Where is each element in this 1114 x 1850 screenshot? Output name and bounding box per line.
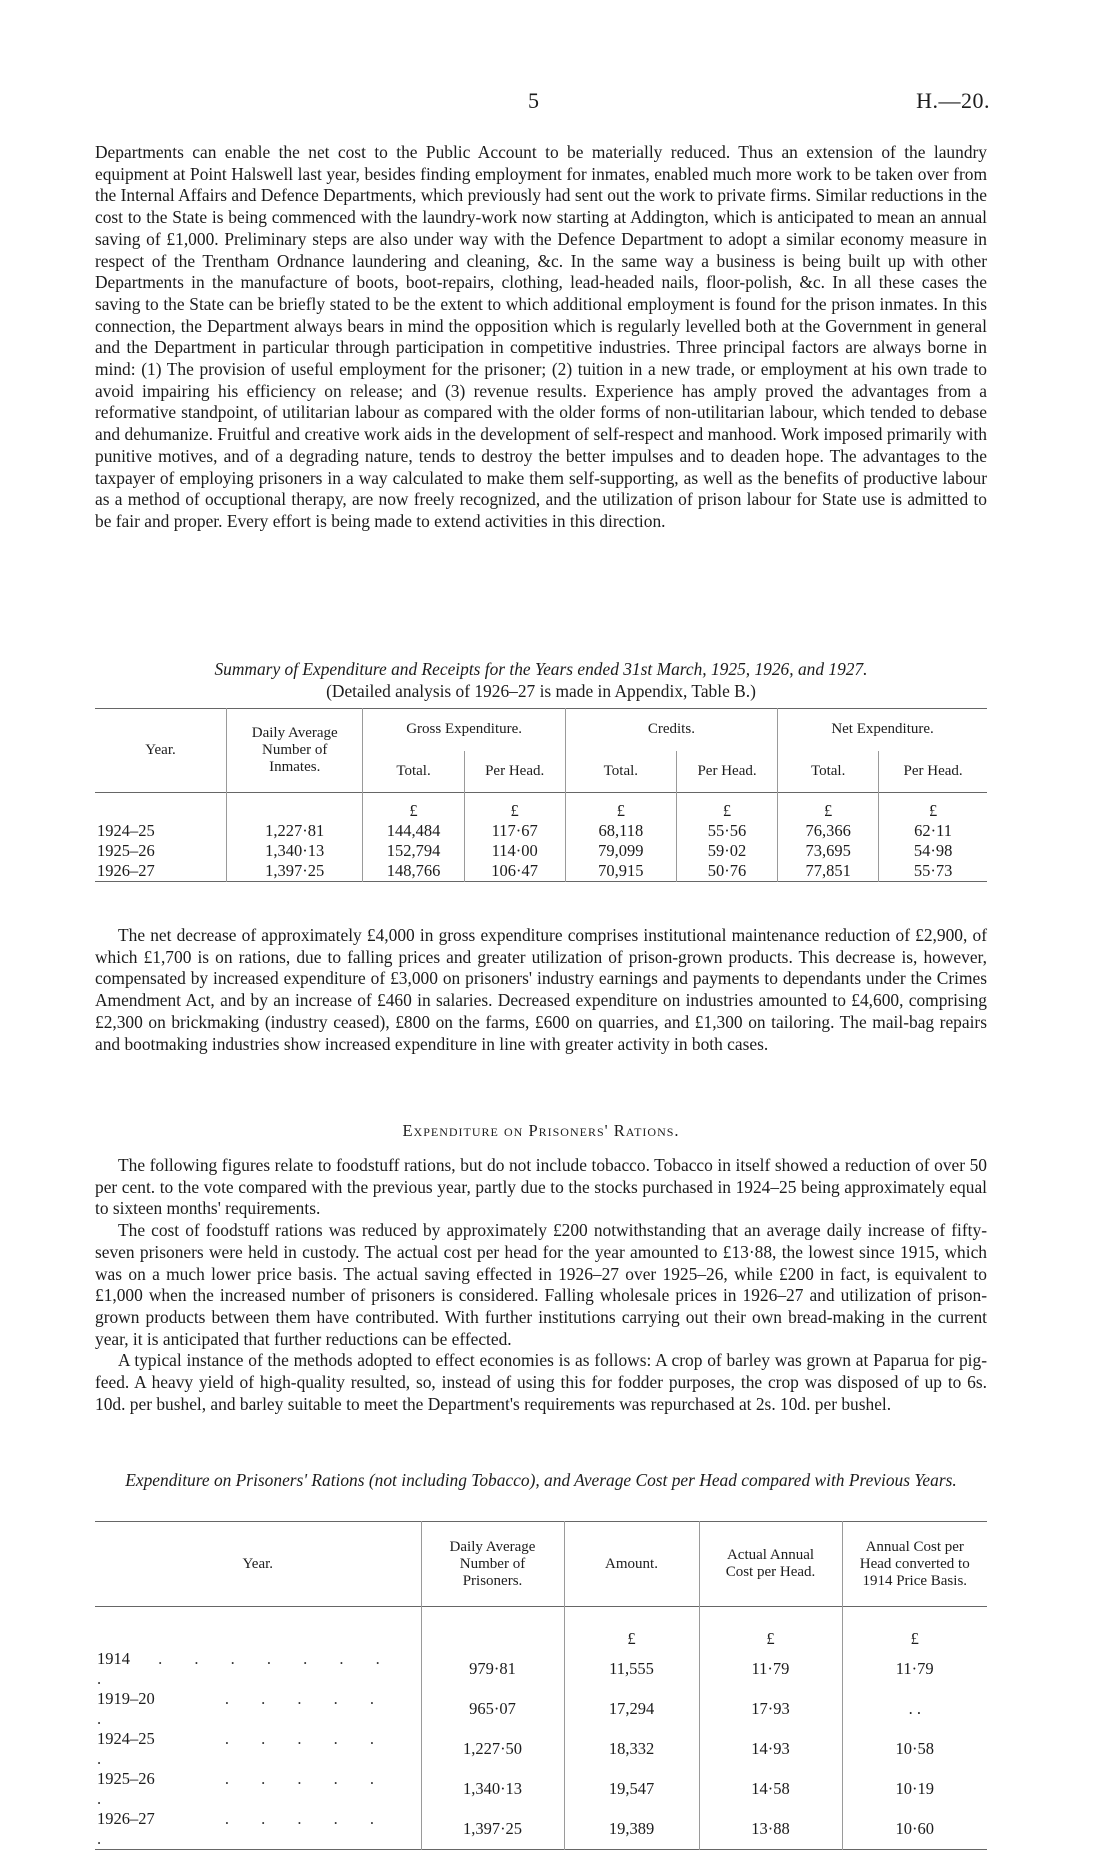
year-cell: 1926–27 (97, 1808, 155, 1828)
net-total-cell: 73,695 (778, 841, 879, 861)
table-row: 1924–25 . . . . . . 1,227·50 18,332 14·93 10·58 (95, 1729, 987, 1769)
inmates-cell: 1,397·25 (226, 861, 363, 882)
actual-cost-cell: 11·79 (699, 1649, 842, 1689)
year-cell: 1924–25 (97, 1728, 155, 1748)
gross-per-head-cell: 106·47 (464, 861, 565, 882)
currency-row (95, 1607, 987, 1649)
net-per-head-header: Per Head. (879, 751, 987, 793)
currency-symbol: £ (464, 793, 565, 821)
year-cell: 1924–25 (97, 820, 155, 840)
converted-cost-cell: 11·79 (842, 1649, 987, 1689)
amount-cell: 18,332 (564, 1729, 699, 1769)
table-row: 1926–27 . . . . . . 1,397·25 19,389 13·88 10·60 (95, 1809, 987, 1850)
body-section-2 (95, 925, 987, 1055)
body-section-1 (95, 142, 987, 533)
expenditure-summary-table (95, 708, 987, 882)
net-total-cell: 76,366 (778, 821, 879, 841)
converted-cost-cell: 10·19 (842, 1769, 987, 1809)
currency-symbol: £ (363, 793, 464, 821)
gross-total-cell: 148,766 (363, 861, 464, 882)
actual-cost-cell: 14·93 (699, 1729, 842, 1769)
net-total-header: Total. (778, 751, 879, 793)
gross-total-cell: 144,484 (363, 821, 464, 841)
amount-cell: 19,389 (564, 1809, 699, 1850)
gross-total-cell: 152,794 (363, 841, 464, 861)
table-row (95, 821, 987, 841)
paragraph-departments: Departments can enable the net cost to the Public Account to be materially reduced. Thus an extension of the laundry equipment at Point Halswell last year, besides finding employment for inmates, enabled much more work to be taken over from the Internal Affairs and Defence Departments, which previously had sent out the work to private firms. Similar reductions in the cost to the State is being commenced with the laundry-work now starting at Addington, which is anticipated to mean an annual saving of £1,000. Preliminary steps are also under way with the Defence Department to adopt a similar economy measure in respect of the Trentham Ordnance laundering and cleaning, &c. In the same way a business is being built up with other Departments in the manufacture of boots, boot-repairs, clothing, lead-headed nails, floor-polish, &c. In all these cases the saving to the State can be briefly stated to be the extent to which additional employment is found for the prison inmates. In this connection, the Department always bears in mind the opposition which is regularly levelled both at the Government in general and the Department in particular through participation in competitive industries. Three principal factors are always borne in mind: (1) The provision of useful employment for the prisoner; (2) tuition in a new trade, or employment at his own trade to avoid impairing his efficiency on release; and (3) revenue results. Experience has amply proved the advantages from a reformative standpoint, of utilitarian labour as compared with the older forms of non-utilitarian labour, which tended to debase and dehumanize. Fruitful and creative work aids in the development of self-respect and manhood. Work imposed primarily with punitive motives, and of a degrading nature, tends to destroy the better impulses and to deaden hope. The advantages to the taxpayer of employing prisoners in a way calculated to make them self-supporting, as well as the benefits of productive labour as a method of occuptional therapy, are now freely recognized, and the utilization of prison labour for State use is admitted to be fair and proper. Every effort is being made to extend activities in this direction. (95, 142, 987, 531)
table-row: 1919–20 . . . . . . 965·07 17,294 17·93 . . (95, 1689, 987, 1729)
paragraph-net-decrease: The net decrease of approximately £4,000 in gross expenditure comprises institutional maintenance reduction of £2,900, of which £1,700 is on rations, due to falling prices and greater utilization of prison-grown products. This decrease is, however, compensated by increased expenditure of £3,000 on prisoners' industry earnings and payments to dependants under the Crimes Amendment Act, and by an increase of £460 in salaries. Decreased expenditure on industries amounted to £4,600, comprising £2,300 on brickmaking (industry ceased), £800 on the farms, £600 on quarries, and £1,300 on tailoring. The mail-bag repairs and bootmaking industries show increased expenditure in line with greater activity in both cases. (95, 925, 987, 1054)
net-per-head-cell: 54·98 (879, 841, 987, 861)
rations-table (95, 1521, 987, 1850)
gross-per-head-header: Per Head. (464, 751, 565, 793)
prisoners-cell: 979·81 (421, 1649, 564, 1689)
table2-title: Expenditure on Prisoners' Rations (not including Tobacco), and Average Cost per Head compared with Previous Years. (125, 1470, 957, 1490)
credits-total-cell: 70,915 (565, 861, 676, 882)
currency-symbol: £ (564, 1607, 699, 1649)
year-cell: 1919–20 (97, 1688, 155, 1708)
col-converted-cost-header: Annual Cost per Head converted to 1914 Price Basis. (842, 1522, 987, 1607)
amount-cell: 19,547 (564, 1769, 699, 1809)
table1-title: Summary of Expenditure and Receipts for the Years ended 31st March, 1925, 1926, and 1927. (214, 659, 868, 679)
page-number: 5 (528, 88, 539, 113)
converted-cost-cell: 10·60 (842, 1809, 987, 1850)
actual-cost-cell: 13·88 (699, 1809, 842, 1850)
document-code: H.—20. (916, 88, 990, 113)
paragraph-foodstuff: The following figures relate to foodstuff rations, but do not include tobacco. Tobacco in itself showed a reduction of over 50 per cent. to the vote compared with the previous year, partly due to the stocks purchased in 1924–25 being approximately equal to sixteen months' requirements. (95, 1155, 987, 1219)
gross-total-header: Total. (363, 751, 464, 793)
net-per-head-cell: 62·11 (879, 821, 987, 841)
currency-symbol: £ (565, 793, 676, 821)
table-row: 1914 . . . . . . . . 979·81 11,555 11·79 11·79 (95, 1649, 987, 1689)
year-cell: 1914 (97, 1648, 130, 1668)
converted-cost-cell: 10·58 (842, 1729, 987, 1769)
actual-cost-cell: 17·93 (699, 1689, 842, 1729)
credits-per-head-cell: 55·56 (676, 821, 777, 841)
table-row: 1925–26 . . . . . . 1,340·13 19,547 14·58 10·19 (95, 1769, 987, 1809)
col-actual-cost-header: Actual Annual Cost per Head. (699, 1522, 842, 1607)
net-per-head-cell: 55·73 (879, 861, 987, 882)
credits-total-cell: 68,118 (565, 821, 676, 841)
currency-symbol: £ (676, 793, 777, 821)
credits-per-head-cell: 50·76 (676, 861, 777, 882)
credits-total-header: Total. (565, 751, 676, 793)
prisoners-cell: 965·07 (421, 1689, 564, 1729)
col-prisoners-header: Daily Average Number of Prisoners. (421, 1522, 564, 1607)
col-gross-header: Gross Expenditure. (363, 709, 565, 751)
col-net-header: Net Expenditure. (778, 709, 987, 751)
col-amount-header: Amount. (564, 1522, 699, 1607)
paragraph-rations-cost: The cost of foodstuff rations was reduced by approximately £200 notwithstanding that an average daily increase of fifty-seven prisoners were held in custody. The actual cost per head for the year amounted to £13·88, the lowest since 1915, which was on a much lower price basis. The actual saving effected in 1926–27 over 1925–26, while £200 in fact, is equivalent to £1,000 when the increased number of prisoners is considered. Falling wholesale prices in 1926–27 and utilization of prison-grown products between them have contributed. With further institutions carrying out their own bread-making in the current year, it is anticipated that further reductions can be effected. (95, 1220, 987, 1349)
net-total-cell: 77,851 (778, 861, 879, 882)
converted-cost-cell: . . (842, 1689, 987, 1729)
rations-cost-table (95, 1521, 987, 1850)
gross-per-head-cell: 114·00 (464, 841, 565, 861)
currency-symbol: £ (879, 793, 987, 821)
col-year-header: Year. (242, 1555, 274, 1572)
currency-symbol: £ (699, 1607, 842, 1649)
gross-per-head-cell: 117·67 (464, 821, 565, 841)
year-cell: 1925–26 (97, 840, 155, 860)
amount-cell: 11,555 (564, 1649, 699, 1689)
credits-per-head-header: Per Head. (676, 751, 777, 793)
actual-cost-cell: 14·58 (699, 1769, 842, 1809)
table1-subtitle: (Detailed analysis of 1926–27 is made in Appendix, Table B.) (326, 680, 756, 701)
credits-total-cell: 79,099 (565, 841, 676, 861)
paragraph-barley: A typical instance of the methods adopted to effect economies is as follows: A crop of barley was grown at Paparua for pig-feed. A heavy yield of high-quality resulted, so, instead of using this for fodder purposes, the crop was disposed of up to 6s. 10d. per bushel, and barley suitable to meet the Department's requirements was repurchased at 2s. 10d. per bushel. (95, 1350, 987, 1414)
section-heading: Expenditure on Prisoners' Rations. (402, 1121, 680, 1140)
year-cell: 1925–26 (97, 1768, 155, 1788)
currency-row (95, 793, 987, 821)
currency-symbol: £ (842, 1607, 987, 1649)
amount-cell: 17,294 (564, 1689, 699, 1729)
credits-per-head-cell: 59·02 (676, 841, 777, 861)
table-row (95, 861, 987, 882)
table-row (95, 841, 987, 861)
inmates-cell: 1,340·13 (226, 841, 363, 861)
table1-caption (95, 659, 987, 702)
col-year-header: Year. (145, 742, 176, 758)
prisoners-cell: 1,227·50 (421, 1729, 564, 1769)
currency-symbol: £ (778, 793, 879, 821)
col-credits-header: Credits. (565, 709, 777, 751)
table2-caption (95, 1470, 987, 1492)
prisoners-cell: 1,340·13 (421, 1769, 564, 1809)
col-inmates-header: Daily Average Number of Inmates. (226, 709, 363, 793)
body-section-3 (95, 1155, 987, 1415)
year-cell: 1926–27 (97, 860, 155, 880)
summary-table (95, 708, 987, 882)
inmates-cell: 1,227·81 (226, 821, 363, 841)
prisoners-cell: 1,397·25 (421, 1809, 564, 1850)
